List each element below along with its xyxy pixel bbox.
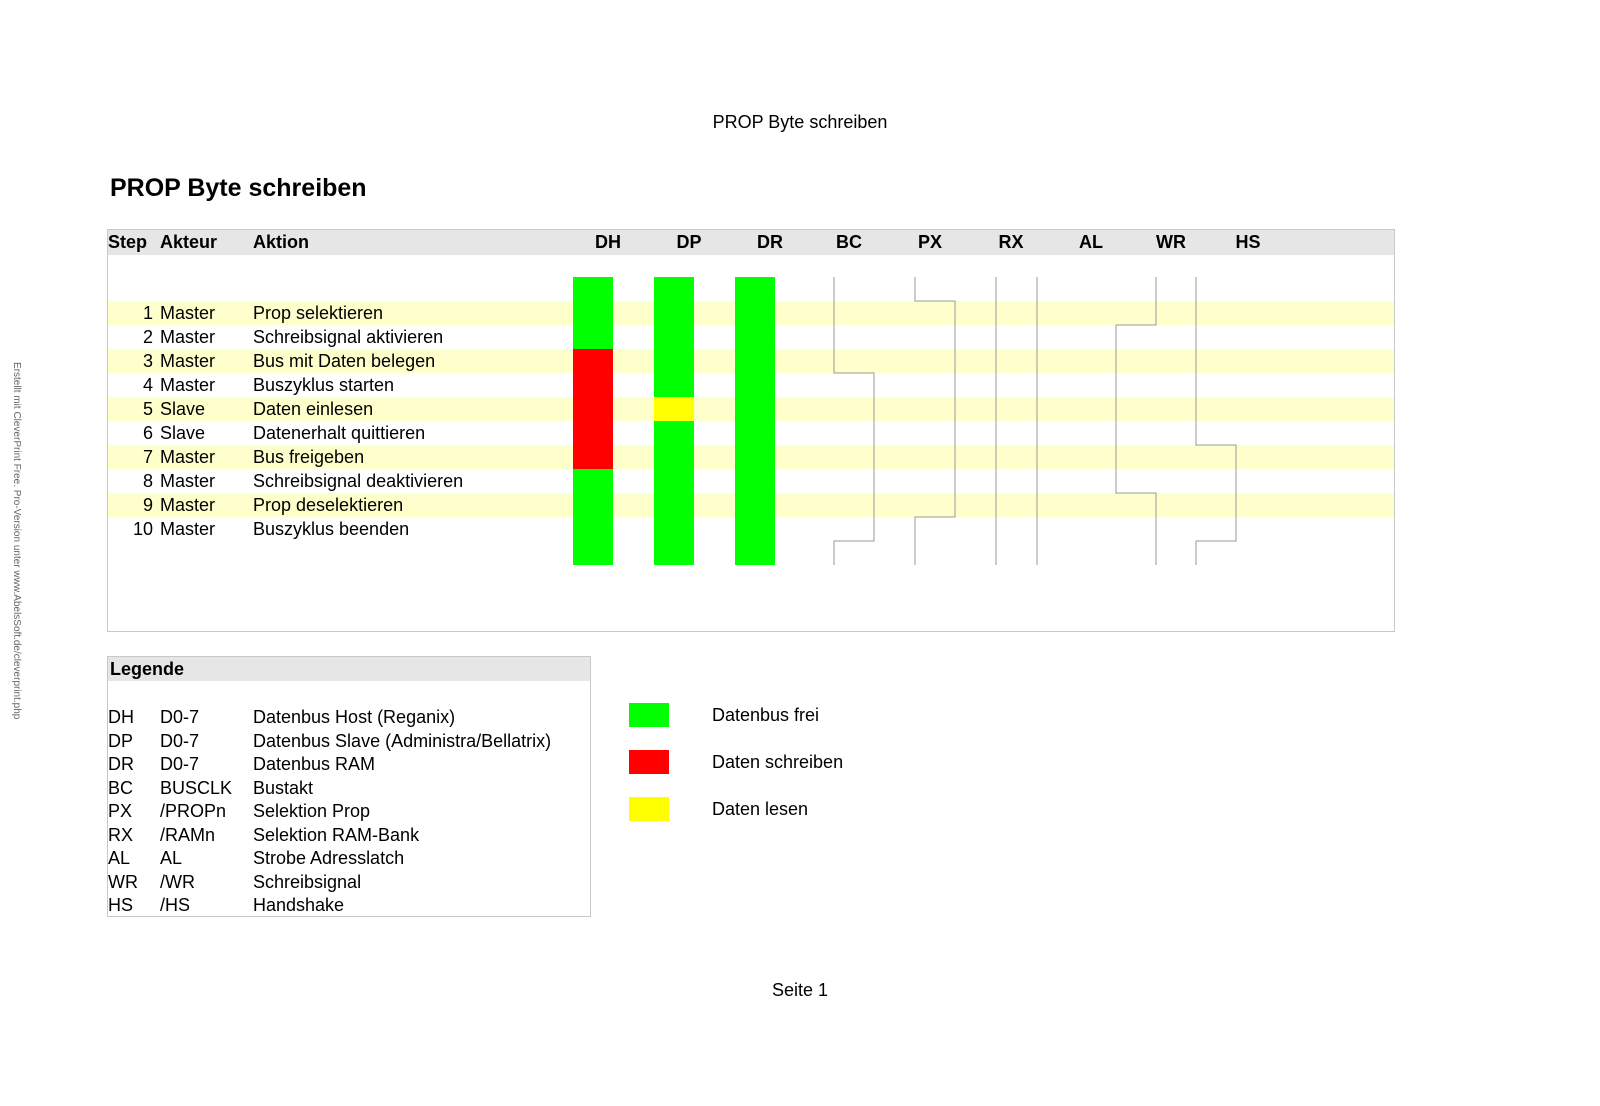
waveform-px: [915, 277, 955, 565]
legend-signal: D0-7: [160, 730, 200, 751]
row-actor: Master: [160, 495, 216, 515]
swatch-label: Daten schreiben: [712, 752, 844, 772]
swatch-read: [629, 797, 669, 821]
row-action: Bus freigeben: [253, 447, 365, 467]
legend-signal: /RAMn: [160, 824, 216, 845]
swatch-label: Datenbus frei: [712, 705, 820, 725]
page-footer: Seite 1: [771, 980, 829, 1000]
row-actor: Master: [160, 351, 216, 371]
legend-signal: D0-7: [160, 707, 200, 727]
row-action: Bus mit Daten belegen: [253, 351, 436, 371]
swatch-free: [629, 703, 669, 727]
legend-abbr: HS: [108, 895, 134, 915]
header-action: Aktion: [253, 232, 309, 252]
row-step: 1: [142, 303, 153, 323]
legend-description: Handshake: [253, 895, 345, 915]
legend-signal: /HS: [160, 895, 191, 915]
row-actor: Slave: [160, 423, 206, 443]
header-signal-px: PX: [917, 232, 942, 252]
legend-description: Datenbus RAM: [253, 754, 376, 774]
legend-description: Selektion Prop: [253, 801, 371, 821]
row-actor: Master: [160, 375, 216, 395]
timing-table: [107, 229, 1395, 632]
header-signal-rx: RX: [998, 232, 1024, 252]
page-header: PROP Byte schreiben: [712, 112, 888, 132]
legend-signal: AL: [160, 848, 183, 868]
row-actor: Master: [160, 303, 216, 323]
legend-abbr: WR: [108, 871, 138, 892]
legend-title: Legende: [110, 659, 185, 679]
legend-description: Datenbus Slave (Administra/Bellatrix): [253, 730, 552, 751]
legend-description: Selektion RAM-Bank: [253, 824, 420, 845]
header-step: Step: [108, 232, 148, 252]
document-title: PROP Byte schreiben: [110, 174, 367, 202]
waveform-wr: [1116, 277, 1156, 565]
waveform-hs: [1196, 277, 1236, 565]
row-actor: Master: [160, 471, 216, 491]
legend-description: Schreibsignal: [253, 871, 362, 892]
row-step: 8: [142, 471, 153, 491]
header-signal-al: AL: [1079, 232, 1103, 252]
row-actor: Master: [160, 519, 216, 539]
legend-abbr: DR: [108, 754, 134, 774]
legend-description: Strobe Adresslatch: [253, 848, 405, 868]
header-signal-bc: BC: [836, 232, 862, 252]
row-action: Buszyklus starten: [253, 375, 395, 395]
legend-abbr: PX: [108, 801, 133, 821]
row-step: 2: [142, 327, 153, 347]
legend-abbr: AL: [108, 848, 131, 868]
legend-abbr: RX: [108, 824, 134, 845]
row-action: Schreibsignal deaktivieren: [253, 471, 464, 491]
legend-signal: /WR: [160, 871, 195, 892]
side-note: Erstellt mit CleverPrint Free. Pro-Version unter www.AbelsSoft.de/cleverprint.php: [11, 362, 22, 720]
row-action: Buszyklus beenden: [253, 519, 410, 539]
swatch-label: Daten lesen: [712, 799, 809, 819]
row-action: Prop selektieren: [253, 303, 384, 323]
header-signal-wr: WR: [1156, 232, 1186, 252]
row-action: Datenerhalt quittieren: [253, 423, 426, 443]
row-action: Prop deselektieren: [253, 495, 404, 515]
header-actor: Akteur: [160, 232, 218, 252]
header-signal-dr: DR: [757, 232, 783, 252]
row-step: 10: [132, 519, 153, 539]
legend-description: Datenbus Host (Reganix): [253, 707, 456, 727]
legend-signal: BUSCLK: [160, 777, 233, 798]
row-actor: Master: [160, 327, 216, 347]
row-step: 3: [142, 351, 153, 371]
row-actor: Slave: [160, 399, 206, 419]
header-signal-dp: DP: [676, 232, 702, 252]
waveform-bc: [834, 277, 874, 565]
row-step: 6: [142, 423, 153, 443]
legend-signal: /PROPn: [160, 801, 227, 821]
swatch-write: [629, 750, 669, 774]
row-step: 4: [142, 375, 153, 395]
row-actor: Master: [160, 447, 216, 467]
legend-signal: D0-7: [160, 754, 200, 774]
legend-abbr: DP: [108, 730, 134, 751]
header-signal-hs: HS: [1235, 232, 1261, 252]
legend-box: [107, 656, 591, 917]
row-action: Daten einlesen: [253, 399, 374, 419]
header-signal-dh: DH: [595, 232, 621, 252]
row-step: 5: [142, 399, 153, 419]
legend-description: Bustakt: [253, 777, 314, 798]
legend-abbr: DH: [108, 707, 134, 727]
row-step: 9: [142, 495, 153, 515]
row-action: Schreibsignal aktivieren: [253, 327, 444, 347]
legend-abbr: BC: [108, 777, 134, 798]
row-step: 7: [142, 447, 153, 467]
